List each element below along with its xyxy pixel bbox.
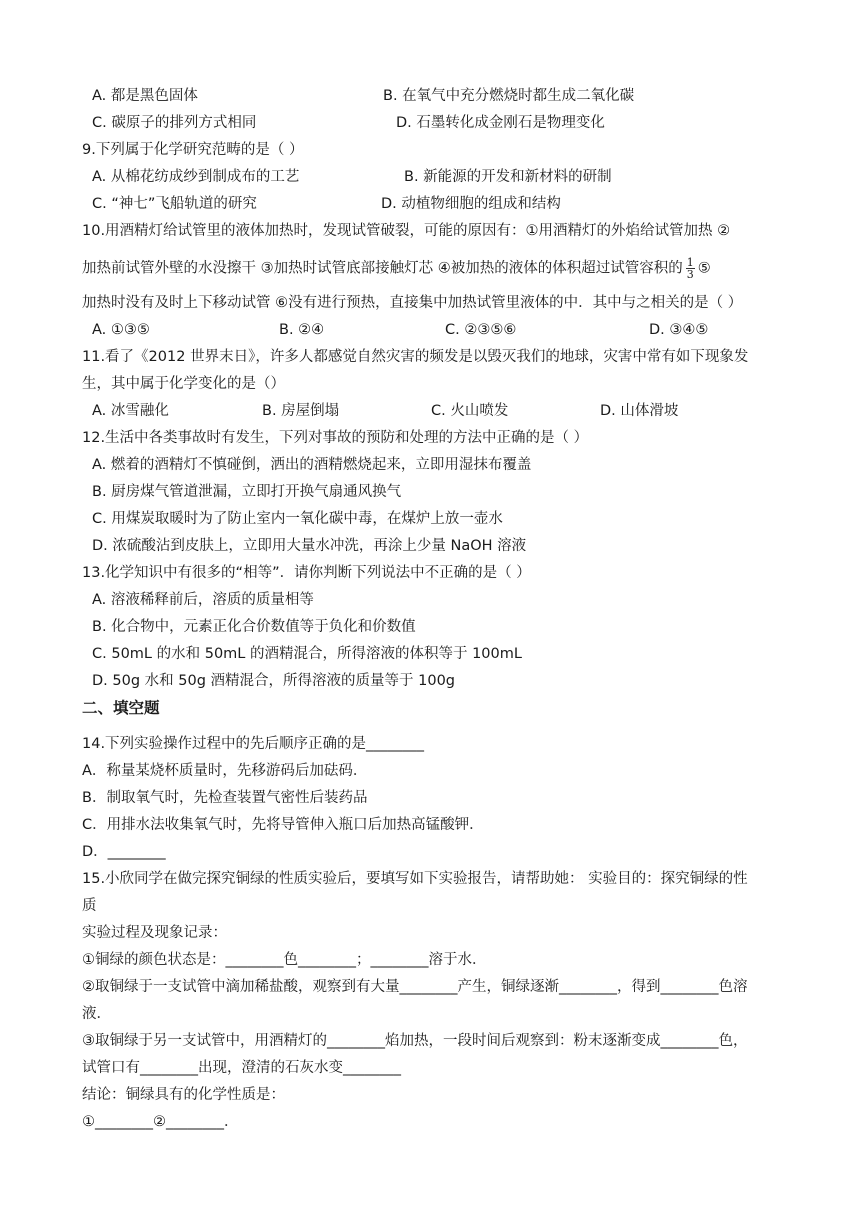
- q11-stem-line-2: 生，其中属于化学变化的是（）: [82, 376, 285, 392]
- q15-stem-line-1: 15.小欣同学在做完探究铜绿的性质实验后，要填写如下实验报告，请帮助她： 实验目的：探究铜绿的性: [82, 871, 748, 887]
- q15-conclusion-label: 结论：铜绿具有的化学性质是：: [82, 1087, 285, 1103]
- q13-option-b: B. 化合物中，元素正化合价数值等于负化和价数值: [92, 619, 416, 635]
- section-heading-fill-in: 二、填空题: [82, 699, 160, 717]
- q10-stem-line-1: 10.用酒精灯给试管里的液体加热时，发现试管破裂，可能的原因有：①用酒精灯的外焰给试管加热 ②: [82, 223, 731, 239]
- fraction-numerator: 1: [686, 256, 694, 269]
- q11-stem-line-1: 11.看了《2012 世界末日》，许多人都感觉自然灾害的频发是以毁灭我们的地球，灾害中常有如下现象发: [82, 349, 749, 365]
- q13-option-c: C. 50mL 的水和 50mL 的酒精混合，所得溶液的体积等于 100mL: [92, 646, 522, 662]
- q13-option-a: A. 溶液稀释前后，溶质的质量相等: [92, 592, 314, 608]
- q10-option-d: D. ③④⑤: [649, 322, 709, 338]
- q14-stem: 14.下列实验操作过程中的先后顺序正确的是________: [82, 736, 425, 752]
- q9-option-c: C. “神七”飞船轨道的研究: [92, 196, 257, 212]
- q11-option-a: A. 冰雪融化: [92, 403, 169, 419]
- q8-option-a: A. 都是黑色固体: [92, 88, 198, 104]
- q13-option-d: D. 50g 水和 50g 酒精混合，所得溶液的质量等于 100g: [92, 673, 456, 689]
- q15-step-2: ②取铜绿于一支试管中滴加稀盐酸，观察到有大量________产生，铜绿逐渐________，得到________色溶: [82, 979, 748, 995]
- q9-option-b: B. 新能源的开发和新材料的研制: [404, 169, 612, 185]
- q9-option-d: D. 动植物细胞的组成和结构: [381, 196, 561, 212]
- q12-option-a: A. 燃着的酒精灯不慎碰倒，洒出的酒精燃烧起来，立即用湿抹布覆盖: [92, 457, 532, 473]
- q12-stem: 12.生活中各类事故时有发生，下列对事故的预防和处理的方法中正确的是（ ）: [82, 430, 589, 446]
- q10-option-a: A. ①③⑤: [92, 322, 150, 338]
- q15-step-3-cont: 试管口有________出现，澄清的石灰水变________: [82, 1060, 401, 1076]
- q9-option-a: A. 从棉花纺成纱到制成布的工艺: [92, 169, 300, 185]
- q11-option-b: B. 房屋倒塌: [262, 403, 340, 419]
- q14-option-c: C．用排水法收集氧气时，先将导管伸入瓶口后加热高锰酸钾．: [82, 817, 484, 833]
- q11-option-d: D. 山体滑坡: [600, 403, 679, 419]
- q12-option-d: D. 浓硫酸沾到皮肤上，立即用大量水冲洗，再涂上少量 NaOH 溶液: [92, 538, 527, 554]
- q10-option-c: C. ②③⑤⑥: [445, 322, 517, 338]
- q15-step-1: ①铜绿的颜色状态是：________色________；________溶于水．: [82, 952, 487, 968]
- fraction-one-third: [686, 257, 695, 280]
- q10-stem-line-3: 加热时没有及时上下移动试管 ⑥没有进行预热，直接集中加热试管里液体的中．其中与之相关的是（ ）: [82, 295, 743, 311]
- q15-process-label: 实验过程及现象记录：: [82, 925, 227, 941]
- q8-option-d: D. 石墨转化成金刚石是物理变化: [396, 115, 605, 131]
- q14-option-b: B．制取氧气时，先检查装置气密性后装药品: [82, 790, 368, 806]
- q12-option-c: C. 用煤炭取暖时为了防止室内一氧化碳中毒，在煤炉上放一壶水: [92, 511, 503, 527]
- q10-stem-line-2: [82, 257, 711, 280]
- q13-stem: 13.化学知识中有很多的“相等”．请你判断下列说法中不正确的是（ ）: [82, 565, 531, 581]
- q10-line2-text: 加热前试管外壁的水没擦干 ③加热时试管底部接触灯芯 ④被加热的液体的体积超过试管容积的: [82, 260, 683, 277]
- q15-conclusion-blanks: ①________②________．: [82, 1114, 239, 1130]
- fraction-denominator: 3: [686, 268, 694, 281]
- q9-stem: 9.下列属于化学研究范畴的是（ ）: [82, 142, 304, 158]
- q15-step-3: ③取铜绿于另一支试管中，用酒精灯的________焰加热，一段时间后观察到：粉末逐渐变成________色，: [82, 1033, 748, 1049]
- q12-option-b: B. 厨房煤气管道泄漏，立即打开换气扇通风换气: [92, 484, 402, 500]
- q8-option-c: C. 碳原子的排列方式相同: [92, 115, 257, 131]
- q10-line2-tail: ⑤: [697, 260, 711, 277]
- q15-step-2-cont: 液．: [82, 1006, 111, 1022]
- q8-option-b: B. 在氧气中充分燃烧时都生成二氧化碳: [383, 88, 635, 104]
- q10-option-b: B. ②④: [279, 322, 325, 338]
- q14-option-a: A．称量某烧杯质量时，先移游码后加砝码．: [82, 763, 368, 779]
- q14-option-d: D．________: [82, 844, 166, 860]
- q11-option-c: C. 火山喷发: [431, 403, 509, 419]
- q15-stem-line-2: 质: [82, 898, 97, 914]
